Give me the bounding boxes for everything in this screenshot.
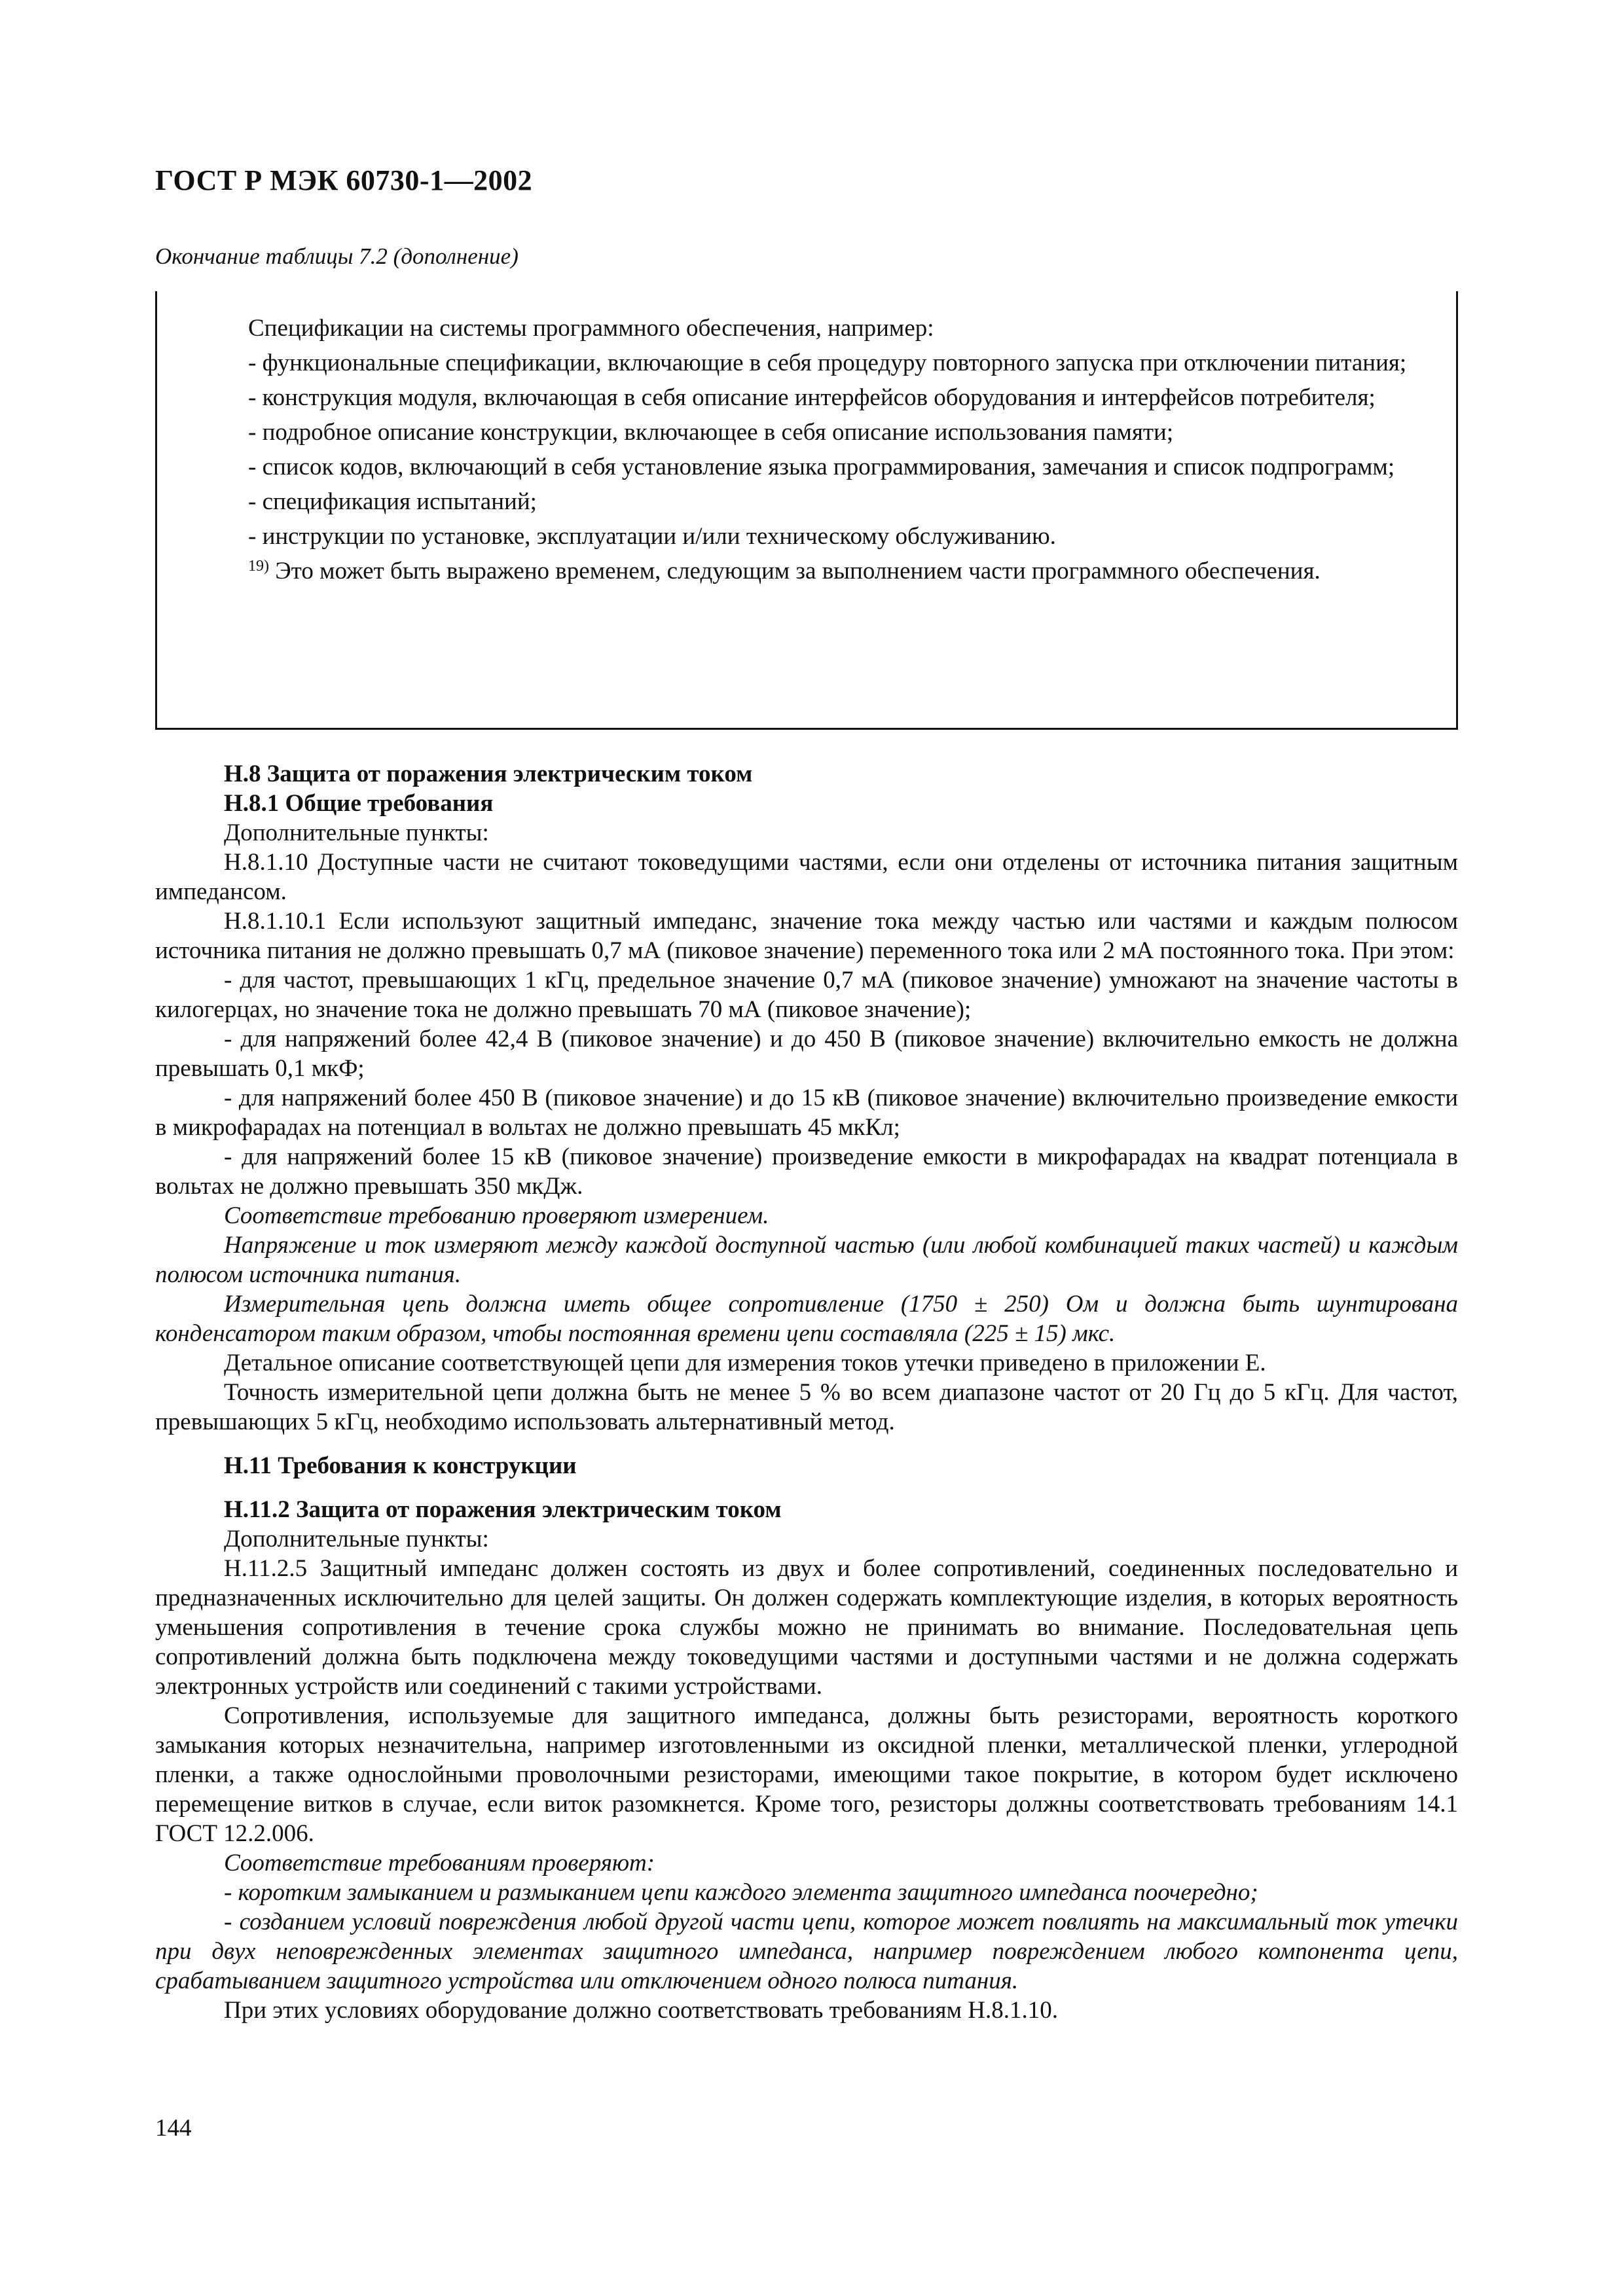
table-line: - подробное описание конструкции, включающее в себя описание использования памяти; [248,419,1174,446]
table-caption: Окончание таблицы 7.2 (дополнение) [155,243,519,269]
main-text [155,759,1458,2025]
page-number: 144 [155,2115,192,2142]
section-heading-h81: Н.8.1 Общие требования [224,790,494,817]
paragraph: При этих условиях оборудование должно соответствовать требованиям Н.8.1.10. [224,1997,1058,2024]
table-footnote [163,554,1441,588]
table-line: - список кодов, включающий в себя установление языка программирования, замечания и список подпрограмм; [248,454,1395,480]
compliance-note: Соответствие требованиям проверяют: [224,1850,655,1876]
section-heading-h8: Н.8 Защита от поражения электрическим током [224,761,753,787]
document-header-title: ГОСТ Р МЭК 60730-1—2002 [155,164,533,196]
paragraph: Дополнительные пункты: [224,819,489,846]
paragraph: Н.8.1.10.1 Если используют защитный импеданс, значение тока между частью или частями и каждым полюсом источника питания не должно превышать 0,7 мА (пиковое значение) переменного тока или 2 мА постоянного тока. При этом: [155,908,1458,964]
section-heading-h112: Н.11.2 Защита от поражения электрическим током [224,1496,782,1523]
paragraph: Дополнительные пункты: [224,1526,489,1552]
list-item: - для напряжений более 450 В (пиковое значение) и до 15 кВ (пиковое значение) включительно произведение емкости в микрофарадах на потенциал в вольтах не должно превышать 45 мкКл; [155,1085,1458,1141]
section-heading-h11: Н.11 Требования к конструкции [224,1452,577,1479]
compliance-note: Напряжение и ток измеряют между каждой доступной частью (или любой комбинацией таких частей) и каждым полюсом источника питания. [155,1232,1458,1288]
paragraph: Н.11.2.5 Защитный импеданс должен состоять из двух и более сопротивлений, соединенных последовательно и предназначенных исключительно для целей защиты. Он должен содержать комплектующие изделия, в которых вероятность уменьшения сопротивления в течение срока службы можно не принимать во внимание. Последовательная цепь сопротивлений должна быть подключена между токоведущими частями и доступными частями и не должна содержать электронных устройств или соединений с такими устройствами. [155,1555,1458,1700]
table-line: - конструкция модуля, включающая в себя описание интерфейсов оборудования и интерфейсов потребителя; [248,384,1376,411]
table-line: - инструкции по установке, эксплуатации и/или техническому обслуживанию. [248,523,1056,550]
paragraph: Детальное описание соответствующей цепи для измерения токов утечки приведено в приложении Е. [224,1350,1266,1376]
paragraph: Н.8.1.10 Доступные части не считают токоведущими частями, если они отделены от источника питания защитным импедансом. [155,849,1458,905]
list-item: - для напряжений более 15 кВ (пиковое значение) произведение емкости в микрофарадах на квадрат потенциала в вольтах не должно превышать 350 мкДж. [155,1143,1458,1200]
compliance-note: - коротким замыканием и размыканием цепи каждого элемента защитного импеданса поочередно; [224,1879,1258,1906]
paragraph: Сопротивления, используемые для защитного импеданса, должны быть резисторами, вероятность короткого замыкания которых незначительна, например изготовленными из оксидной пленки, металлической пленки, углеродной пленки, а также однослойными проволочными резисторами, имеющими такое покрытие, в котором будет исключено перемещение витков в случае, если виток разомкнется. Кроме того, резисторы должны соответствовать требованиям 14.1 ГОСТ 12.2.006. [155,1702,1458,1847]
table-content [155,311,1458,588]
compliance-note: - созданием условий повреждения любой другой части цепи, которое может повлиять на максимальный ток утечки при двух неповрежденных элементах защитного импеданса, например повреждением любого компонента цепи, срабатыванием защитного устройства или отключением одного полюса питания. [155,1909,1458,1994]
footnote-mark: 19) [248,558,269,575]
list-item: - для напряжений более 42,4 В (пиковое значение) и до 450 В (пиковое значение) включительно емкость не должна превышать 0,1 мкФ; [155,1026,1458,1082]
table-line: - функциональные спецификации, включающие в себя процедуру повторного запуска при отключении питания; [248,350,1407,376]
paragraph: Точность измерительной цепи должна быть не менее 5 % во всем диапазоне частот от 20 Гц до 5 кГц. Для частот, превышающих 5 кГц, необходимо использовать альтернативный метод. [155,1379,1458,1435]
list-item: - для частот, превышающих 1 кГц, предельное значение 0,7 мА (пиковое значение) умножают на значение частоты в килогерцах, но значение тока не должно превышать 70 мА (пиковое значение); [155,967,1458,1023]
compliance-note: Измерительная цепь должна иметь общее сопротивление (1750 ± 250) Ом и должна быть шунтирована конденсатором таким образом, чтобы постоянная времени цепи составляла (225 ± 15) мкс. [155,1291,1458,1347]
table-line: Спецификации на системы программного обеспечения, например: [248,315,934,342]
compliance-note: Соответствие требованию проверяют измерением. [224,1202,769,1229]
table-line: - спецификация испытаний; [248,488,537,515]
footnote-text: Это может быть выражено временем, следующим за выполнением части программного обеспечения. [275,558,1321,584]
